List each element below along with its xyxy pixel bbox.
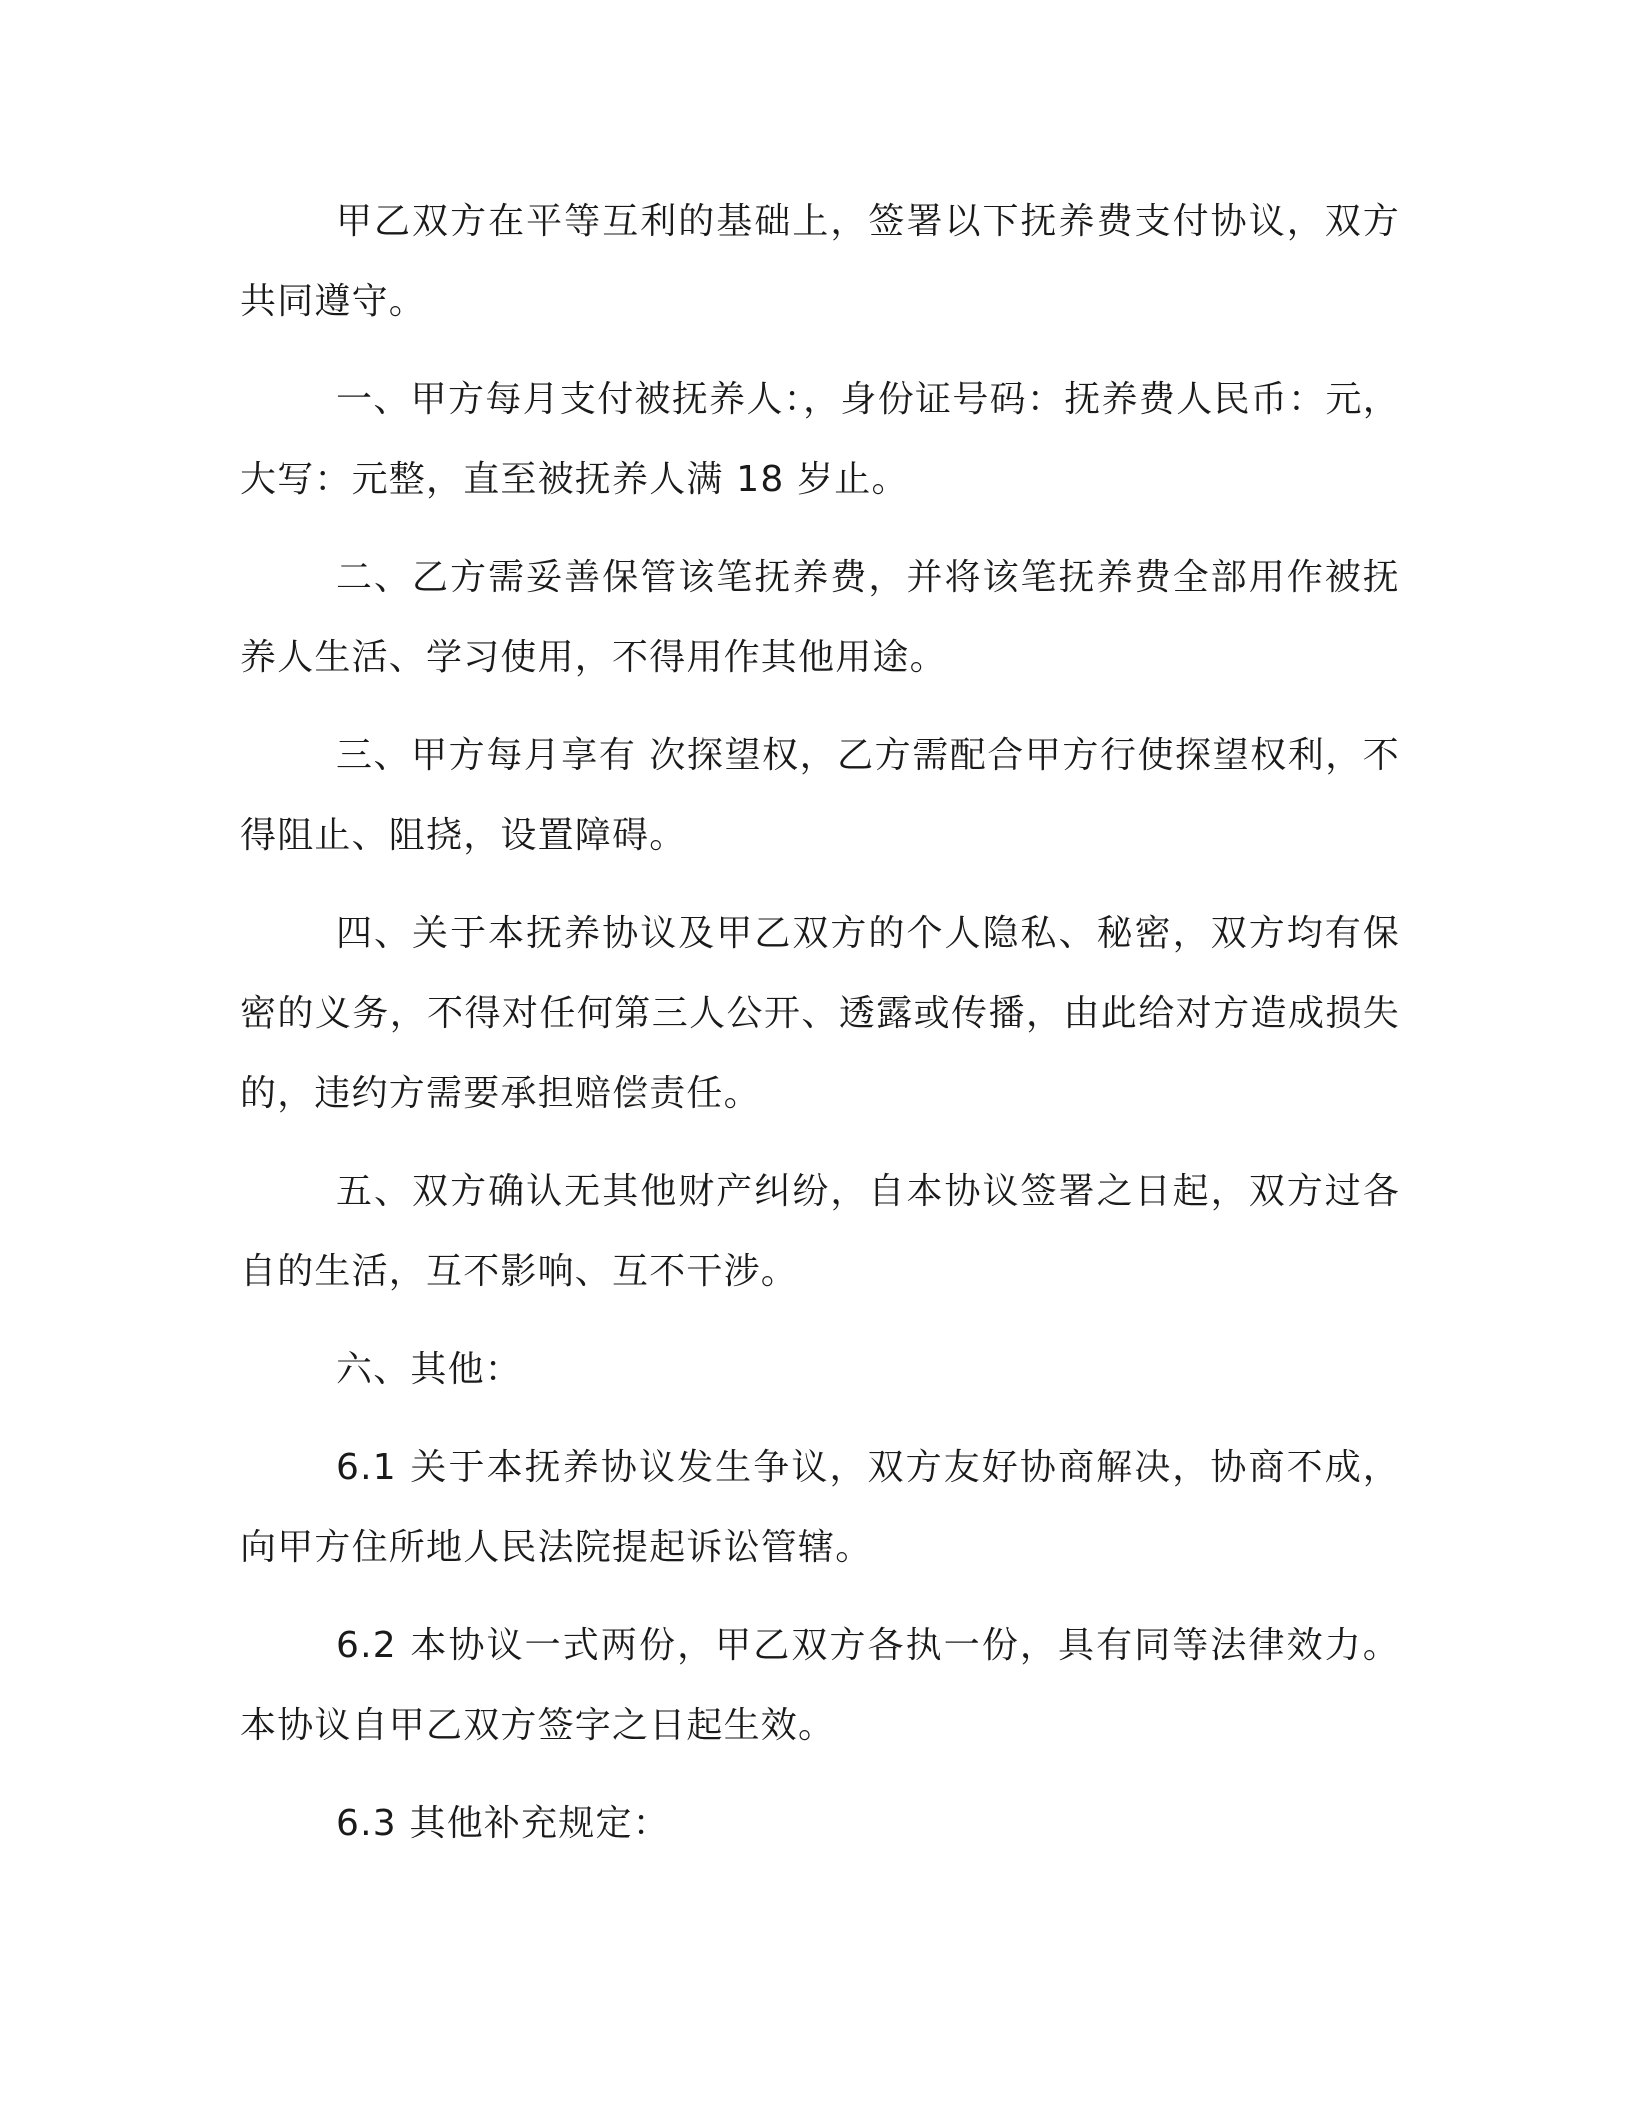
- clause-6-2-paragraph: 6.2 本协议一式两份，甲乙双方各执一份，具有同等法律效力。本协议自甲乙双方签字之日起生效。: [240, 1625, 1400, 1746]
- clause-6-heading: 六、其他：: [336, 1349, 523, 1390]
- clause-4-paragraph: 四、关于本抚养协议及甲乙双方的个人隐私、秘密，双方均有保密的义务，不得对任何第三人公开、透露或传播，由此给对方造成损失的，违约方需要承担赔偿责任。: [240, 913, 1400, 1114]
- document-body: [240, 182, 1400, 1864]
- clause-1-paragraph: 一、甲方每月支付被抚养人：，身份证号码：抚养费人民币：元，大写：元整，直至被抚养人满 18 岁止。: [240, 379, 1400, 500]
- clause-3-paragraph: 三、甲方每月享有 次探望权，乙方需配合甲方行使探望权利，不得阻止、阻挠，设置障碍。: [240, 735, 1400, 856]
- clause-2-paragraph: 二、乙方需妥善保管该笔抚养费，并将该笔抚养费全部用作被抚养人生活、学习使用，不得用作其他用途。: [240, 557, 1400, 678]
- intro-paragraph: 甲乙双方在平等互利的基础上，签署以下抚养费支付协议，双方共同遵守。: [240, 201, 1400, 322]
- clause-6-3-paragraph: 6.3 其他补充规定：: [336, 1803, 670, 1844]
- clause-6-1-paragraph: 6.1 关于本抚养协议发生争议，双方友好协商解决，协商不成，向甲方住所地人民法院提起诉讼管辖。: [240, 1447, 1400, 1568]
- clause-5-paragraph: 五、双方确认无其他财产纠纷，自本协议签署之日起，双方过各自的生活，互不影响、互不干涉。: [240, 1171, 1400, 1292]
